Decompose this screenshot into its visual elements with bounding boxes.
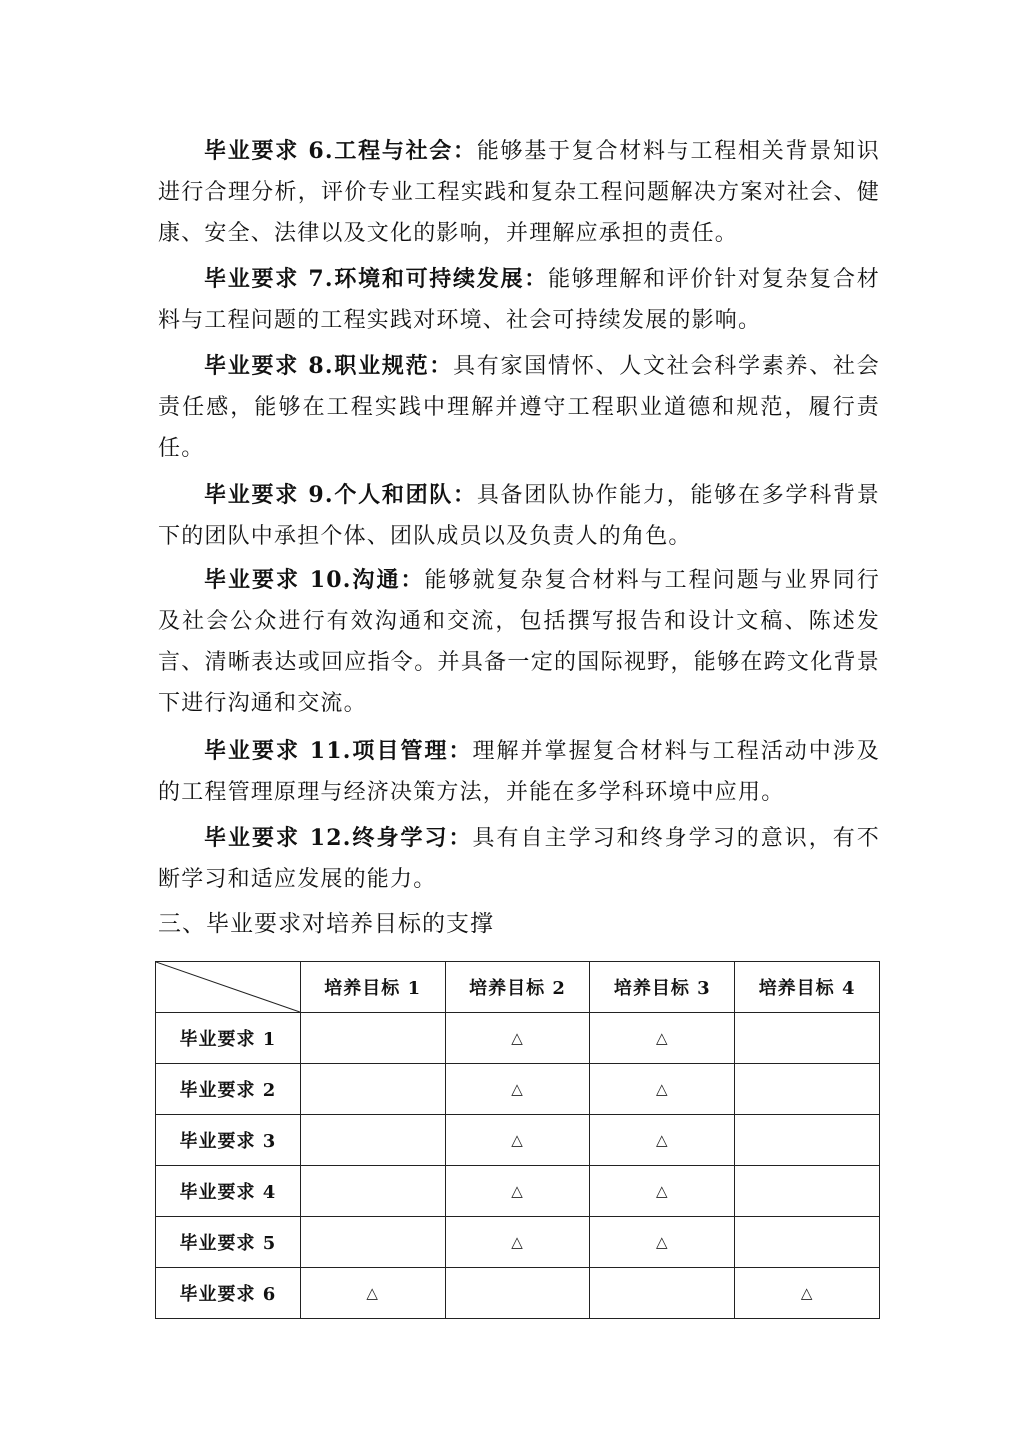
support-mark-cell: △ <box>445 1166 590 1217</box>
requirement-text: 具备团队协作能力，能够在多学科背景下的团队中承担个体、团队成员以及负责人的角色。 <box>158 483 880 549</box>
table-row <box>156 1013 880 1064</box>
requirement-heading: 毕业要求 11.项目管理： <box>204 738 473 764</box>
requirement-heading: 毕业要求 12.终身学习： <box>204 825 473 851</box>
requirement-heading: 毕业要求 10.沟通： <box>204 567 425 593</box>
row-label: 毕业要求 1 <box>156 1013 301 1064</box>
support-mark-cell: △ <box>590 1064 735 1115</box>
support-mark-cell <box>300 1064 445 1115</box>
support-mark-cell <box>300 1013 445 1064</box>
support-mark-cell <box>735 1217 880 1268</box>
support-mark-cell: △ <box>445 1217 590 1268</box>
support-mark-cell: △ <box>445 1064 590 1115</box>
support-mark-cell: △ <box>445 1013 590 1064</box>
row-label: 毕业要求 5 <box>156 1217 301 1268</box>
table-row <box>156 1064 880 1115</box>
row-label: 毕业要求 3 <box>156 1115 301 1166</box>
support-mark-cell: △ <box>590 1217 735 1268</box>
requirement-10 <box>158 560 880 724</box>
requirement-6 <box>158 131 880 254</box>
column-header: 培养目标 2 <box>445 962 590 1013</box>
requirement-text: 能够基于复合材料与工程相关背景知识进行合理分析，评价专业工程实践和复杂工程问题解决方案对社会、健康、安全、法律以及文化的影响，并理解应承担的责任。 <box>158 139 880 246</box>
support-mark-cell: △ <box>735 1268 880 1319</box>
support-mark-cell <box>300 1115 445 1166</box>
support-mark-cell: △ <box>300 1268 445 1319</box>
requirement-text: 能够理解和评价针对复杂复合材料与工程问题的工程实践对环境、社会可持续发展的影响。 <box>158 267 880 333</box>
section-title: 三、毕业要求对培养目标的支撑 <box>158 911 494 937</box>
table-header-row <box>156 962 880 1013</box>
row-label: 毕业要求 2 <box>156 1064 301 1115</box>
support-mark-cell <box>300 1217 445 1268</box>
column-header: 培养目标 3 <box>590 962 735 1013</box>
support-mark-cell <box>300 1166 445 1217</box>
column-header: 培养目标 1 <box>300 962 445 1013</box>
requirement-text: 具有家国情怀、人文社会科学素养、社会责任感，能够在工程实践中理解并遵守工程职业道德和规范，履行责任。 <box>158 354 880 461</box>
support-mark-cell <box>735 1064 880 1115</box>
diagonal-line <box>156 962 300 1012</box>
column-header: 培养目标 4 <box>735 962 880 1013</box>
support-mark-cell <box>735 1115 880 1166</box>
support-mark-cell <box>445 1268 590 1319</box>
requirement-11 <box>158 731 880 813</box>
requirement-text: 理解并掌握复合材料与工程活动中涉及的工程管理原理与经济决策方法，并能在多学科环境中应用。 <box>158 739 880 805</box>
requirement-8 <box>158 346 880 469</box>
table-row <box>156 1166 880 1217</box>
row-label: 毕业要求 6 <box>156 1268 301 1319</box>
support-mark-cell: △ <box>445 1115 590 1166</box>
support-mark-cell <box>735 1013 880 1064</box>
support-mark-cell: △ <box>590 1013 735 1064</box>
row-label: 毕业要求 4 <box>156 1166 301 1217</box>
table-row <box>156 1115 880 1166</box>
support-mark-cell: △ <box>590 1166 735 1217</box>
table-row <box>156 1217 880 1268</box>
corner-cell <box>156 962 301 1013</box>
support-mark-cell: △ <box>590 1115 735 1166</box>
requirement-heading: 毕业要求 9.个人和团队： <box>204 482 477 508</box>
support-mark-cell <box>735 1166 880 1217</box>
support-matrix-table <box>155 961 880 1319</box>
requirement-heading: 毕业要求 7.环境和可持续发展： <box>204 266 549 292</box>
requirement-text: 具有自主学习和终身学习的意识，有不断学习和适应发展的能力。 <box>158 826 880 892</box>
table-row <box>156 1268 880 1319</box>
requirement-heading: 毕业要求 6.工程与社会： <box>204 138 477 164</box>
requirement-text: 能够就复杂复合材料与工程问题与业界同行及社会公众进行有效沟通和交流，包括撰写报告和设计文稿、陈述发言、清晰表达或回应指令。并具备一定的国际视野，能够在跨文化背景下进行沟通和交流。 <box>158 568 880 716</box>
support-mark-cell <box>590 1268 735 1319</box>
requirement-heading: 毕业要求 8.职业规范： <box>204 353 454 379</box>
requirement-9 <box>158 475 880 557</box>
requirement-7 <box>158 259 880 341</box>
requirement-12 <box>158 818 880 900</box>
